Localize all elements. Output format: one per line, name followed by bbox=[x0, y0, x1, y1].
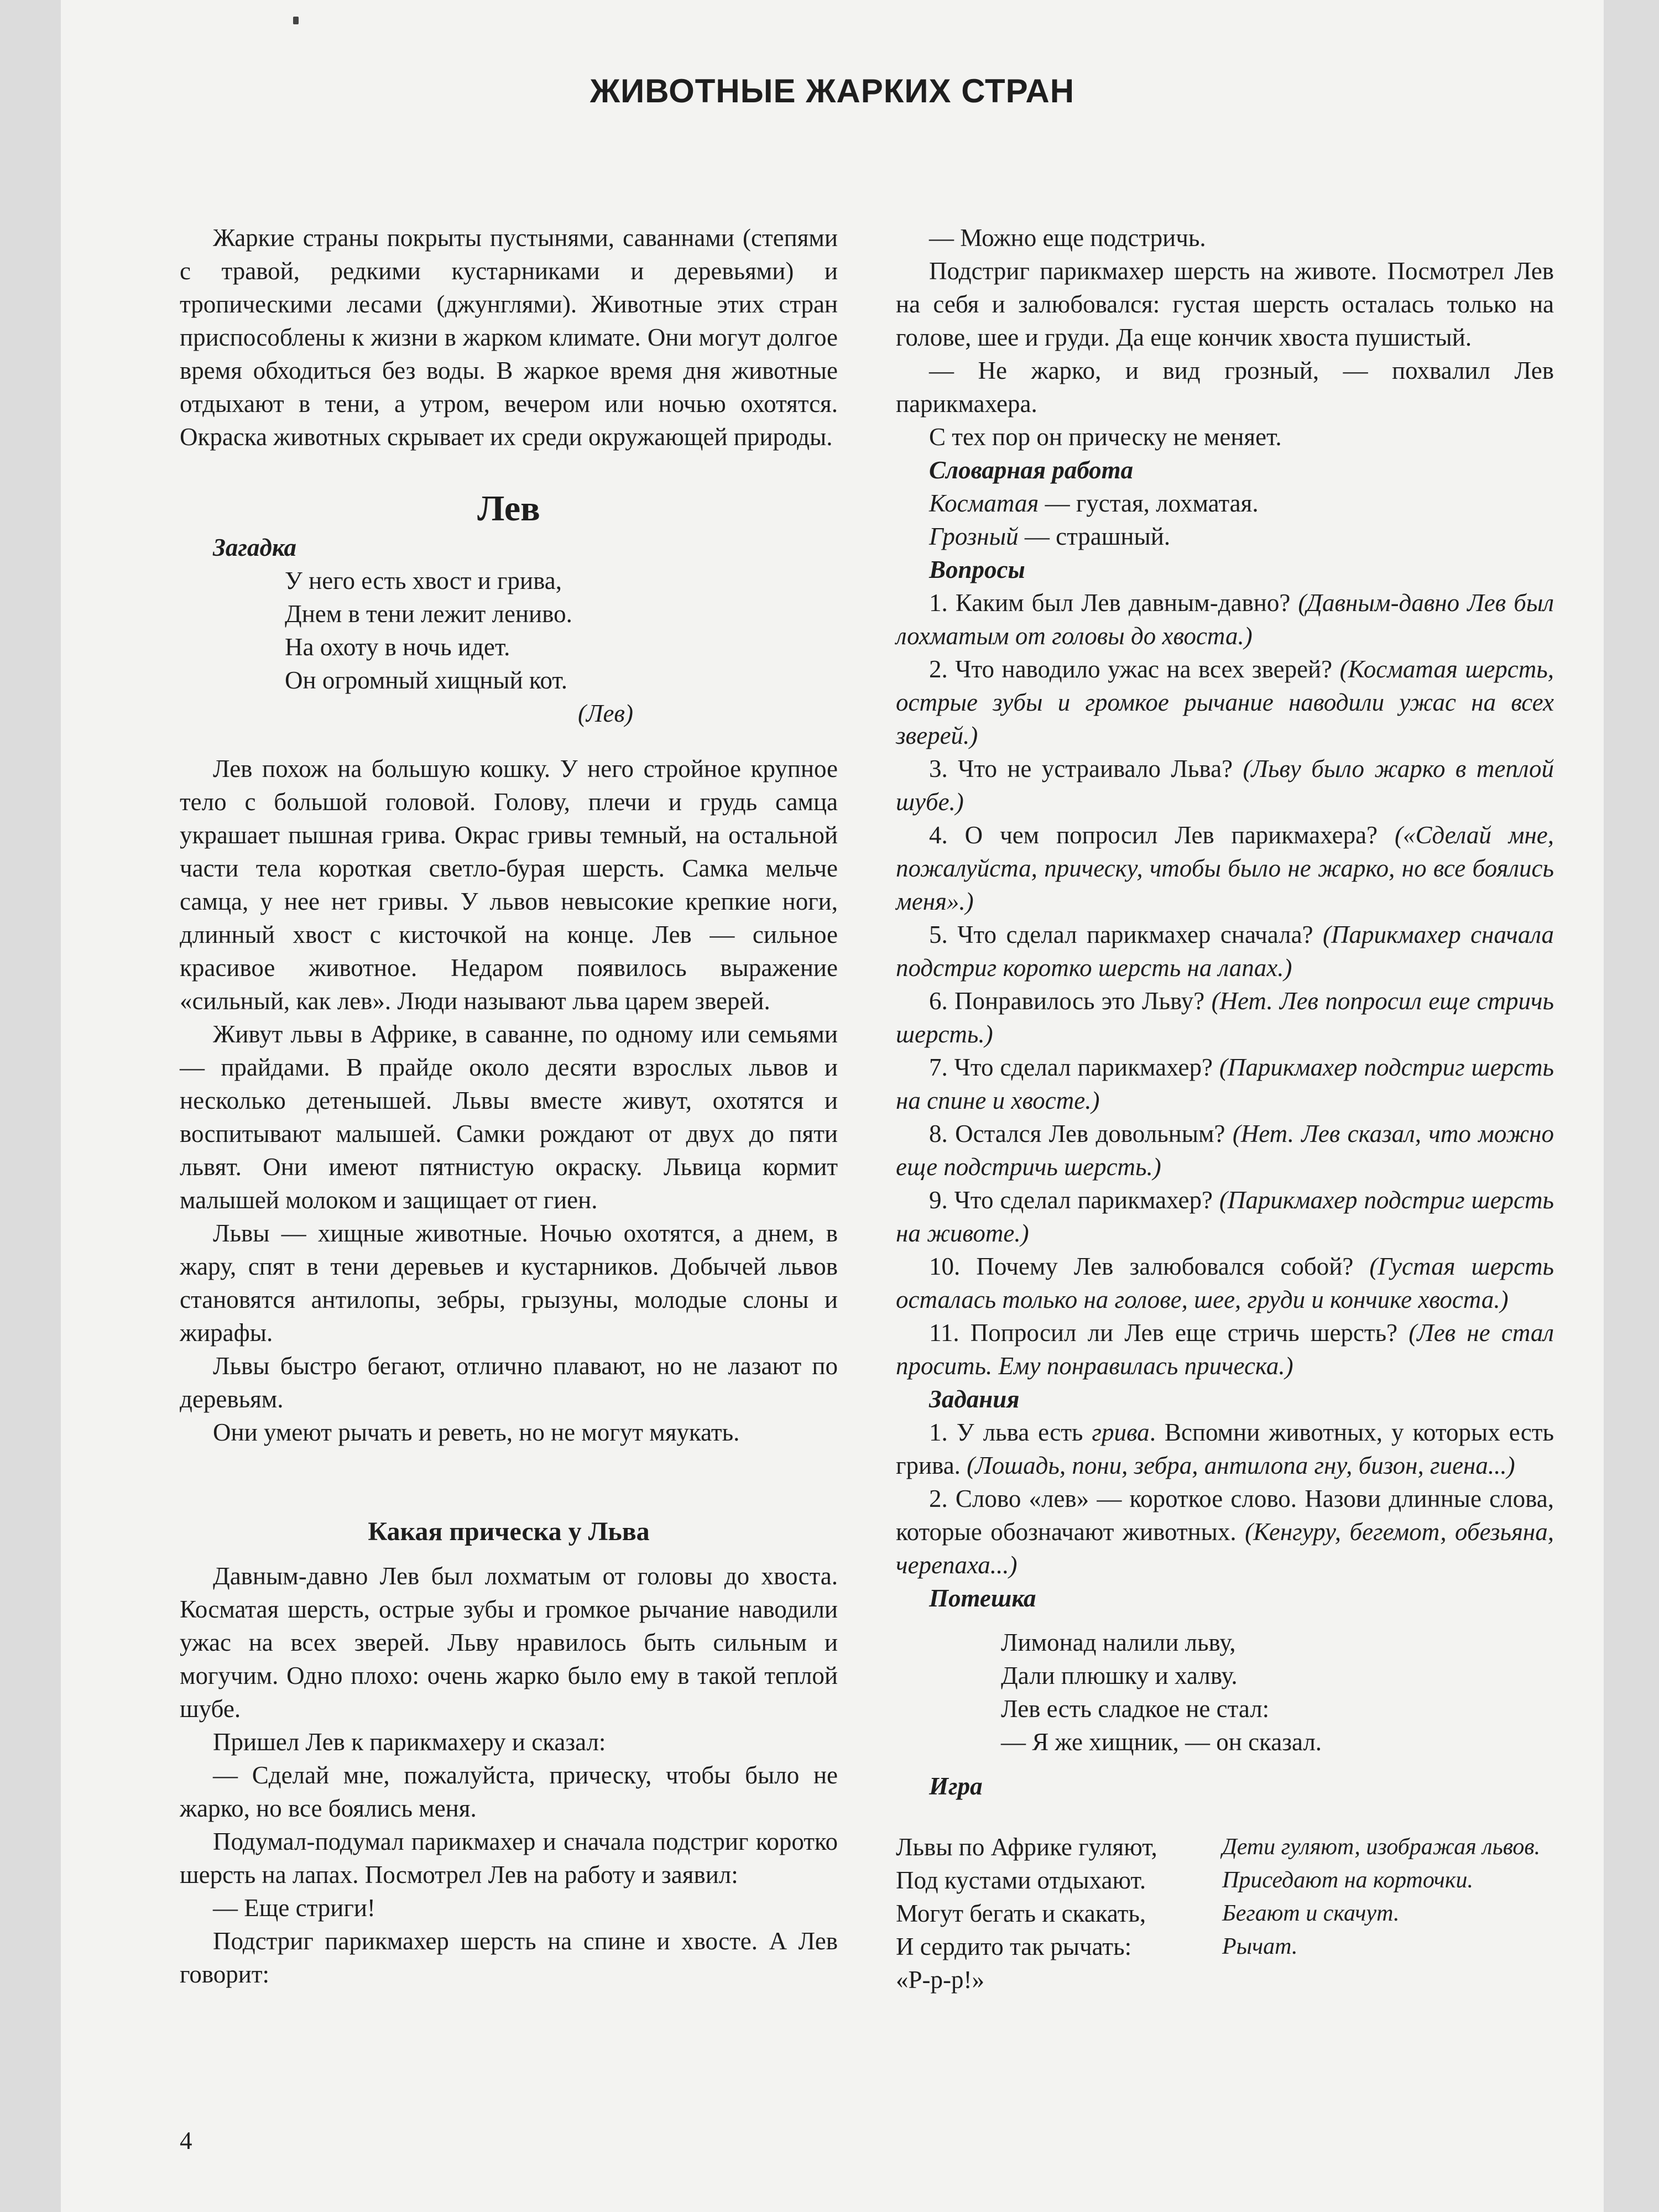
poteshka-verse bbox=[896, 1626, 1554, 1759]
right-column bbox=[896, 221, 1554, 1996]
riddle-line: Он огромный хищный кот. bbox=[285, 666, 567, 694]
vocab-definition: — густая, лохматая. bbox=[1039, 489, 1259, 517]
story-paragraph: Подумал-подумал парикмахер и сначала подстриг коротко шерсть на лапах. Посмотрел Лев на работу и заявил: bbox=[180, 1828, 838, 1888]
section-heading-lion: Лев bbox=[477, 488, 540, 529]
question-text: 10. Почему Лев залюбовался собой? bbox=[929, 1253, 1370, 1280]
story-paragraph: Давным-давно Лев был лохматым от головы до хвоста. Косматая шерсть, острые зубы и громкое рычание наводили ужас на всех зверей. Льву нравилось быть сильным и могучим. Одно плохо: очень жарко было ему в такой теплой шубе. bbox=[180, 1562, 838, 1723]
task-keyword: грива bbox=[1092, 1418, 1150, 1446]
riddle-answer: (Лев) bbox=[578, 700, 633, 727]
question-item bbox=[896, 1183, 1554, 1250]
question-text: 1. Каким был Лев давным-давно? bbox=[929, 589, 1298, 617]
question-text: 6. Понравилось это Льву? bbox=[929, 987, 1212, 1015]
vocab-item bbox=[896, 487, 1554, 520]
story-paragraph: С тех пор он прическу не меняет. bbox=[929, 423, 1282, 451]
lion-paragraph: Они умеют рычать и реветь, но не могут мяукать. bbox=[213, 1418, 740, 1446]
story-paragraph: Подстриг парикмахер шерсть на животе. Посмотрел Лев на себя и залюбовался: густая шерсть осталась только на голове, шее и груди. Да еще кончик хвоста пушистый. bbox=[896, 257, 1554, 351]
question-answer: (Лев не стал просить. Ему понравилась прическа.) bbox=[896, 1319, 1554, 1380]
game-row bbox=[896, 1864, 1554, 1897]
story-paragraph: — Не жарко, и вид грозный, — похвалил Лев парикмахера. bbox=[896, 357, 1554, 418]
lion-paragraph: Львы быстро бегают, отлично плавают, но не лазают по деревьям. bbox=[180, 1352, 838, 1413]
riddle-line: Днем в тени лежит лениво. bbox=[285, 600, 572, 628]
task-text: 2. Слово «лев» — короткое слово. Назови длинные слова, которые обозначают животных. bbox=[896, 1485, 1554, 1546]
question-item bbox=[896, 1051, 1554, 1117]
question-item bbox=[896, 1117, 1554, 1183]
game-line: И сердито так рычать: bbox=[896, 1933, 1132, 1960]
story-paragraph: — Можно еще подстричь. bbox=[929, 224, 1206, 252]
question-answer: («Сделай мне, пожалуйста, прическу, чтобы было не жарко, но все боялись меня».) bbox=[896, 821, 1554, 915]
vocab-definition: — страшный. bbox=[1018, 523, 1171, 550]
question-answer: (Нет. Лев сказал, что можно еще подстричь шерсть.) bbox=[896, 1120, 1554, 1181]
question-text: 9. Что сделал парикмахер? bbox=[929, 1186, 1219, 1214]
game-table bbox=[896, 1830, 1554, 1996]
poteshka-label: Потешка bbox=[929, 1584, 1036, 1612]
riddle-line: На охоту в ночь идет. bbox=[285, 633, 510, 661]
story-paragraph: — Сделай мне, пожалуйста, прическу, чтобы было не жарко, но все боялись меня. bbox=[180, 1761, 838, 1822]
print-mark bbox=[293, 17, 299, 24]
story-paragraph: Пришел Лев к парикмахеру и сказал: bbox=[213, 1728, 606, 1756]
question-text: 2. Что наводило ужас на всех зверей? bbox=[929, 655, 1340, 683]
game-action: Приседают на корточки. bbox=[1222, 1867, 1473, 1893]
task-item bbox=[896, 1482, 1554, 1582]
section-heading-story: Какая прическа у Льва bbox=[368, 1517, 650, 1546]
vocab-item bbox=[896, 520, 1554, 553]
question-text: 7. Что сделал парикмахер? bbox=[929, 1053, 1219, 1081]
game-row bbox=[896, 1897, 1554, 1930]
story-paragraph: — Еще стриги! bbox=[213, 1894, 375, 1922]
question-answer: (Парикмахер сначала подстриг коротко шерсть на лапах.) bbox=[896, 921, 1554, 982]
question-answer: (Косматая шерсть, острые зубы и громкое рычание наводили ужас на всех зверей.) bbox=[896, 655, 1554, 749]
poteshka-line: Дали плюшку и халву. bbox=[1001, 1662, 1238, 1689]
question-item bbox=[896, 653, 1554, 752]
task-item bbox=[896, 1416, 1554, 1482]
riddle-label: Загадка bbox=[213, 534, 297, 561]
questions-list bbox=[896, 586, 1554, 1383]
game-line: Под кустами отдыхают. bbox=[896, 1866, 1146, 1894]
poteshka-line: — Я же хищник, — он сказал. bbox=[1001, 1728, 1322, 1756]
question-answer: (Густая шерсть осталась только на голове, шее, груди и кончике хвоста.) bbox=[896, 1253, 1554, 1313]
question-answer: (Парикмахер подстриг шерсть на спине и хвосте.) bbox=[896, 1053, 1554, 1114]
riddle-line: У него есть хвост и грива, bbox=[285, 567, 562, 594]
question-item bbox=[896, 818, 1554, 918]
question-item bbox=[896, 752, 1554, 818]
page-title: ЖИВОТНЫЕ ЖАРКИХ СТРАН bbox=[589, 72, 1075, 109]
game-action: Бегают и скачут. bbox=[1222, 1901, 1400, 1926]
intro-paragraph: Жаркие страны покрыты пустынями, саваннами (степями с травой, редкими кустарниками и деревьями) и тропическими лесами (джунглями). Животные этих стран приспособлены к жизни в жарком климате. Они могут долгое время обходиться без воды. В жаркое время дня животные отдыхают в тени, а утром, вечером или ночью охотятся. Окраска животных скрывает их среди окружающей природы. bbox=[180, 224, 838, 451]
question-text: 8. Остался Лев довольным? bbox=[929, 1120, 1233, 1147]
game-action: Дети гуляют, изображая львов. bbox=[1222, 1834, 1541, 1860]
game-row bbox=[896, 1930, 1554, 1963]
game-line: «Р-р-р!» bbox=[896, 1966, 984, 1994]
question-item bbox=[896, 1316, 1554, 1383]
question-text: 11. Попросил ли Лев еще стричь шерсть? bbox=[929, 1319, 1409, 1347]
vocab-term: Грозный bbox=[929, 523, 1019, 550]
question-text: 4. О чем попросил Лев парикмахера? bbox=[929, 821, 1395, 849]
story-paragraph: Подстриг парикмахер шерсть на спине и хвосте. А Лев говорит: bbox=[180, 1927, 838, 1988]
poteshka-line: Лев есть сладкое не стал: bbox=[1001, 1695, 1270, 1723]
question-answer: (Давным-давно Лев был лохматым от головы до хвоста.) bbox=[896, 589, 1554, 650]
task-text: 1. У льва есть bbox=[929, 1418, 1092, 1446]
questions-label: Вопросы bbox=[929, 556, 1025, 583]
book-page bbox=[61, 0, 1604, 2212]
question-item bbox=[896, 586, 1554, 653]
task-answer: (Лошадь, пони, зебра, антилопа гну, бизон, гиена...) bbox=[967, 1452, 1515, 1479]
question-answer: (Парикмахер подстриг шерсть на животе.) bbox=[896, 1186, 1554, 1247]
game-line: Могут бегать и скакать, bbox=[896, 1900, 1146, 1927]
lion-paragraph: Живут львы в Африке, в саванне, по одному или семьями — прайдами. В прайде около десяти взрослых львов и несколько детенышей. Львы вместе живут, охотятся и воспитывают малышей. Самки рождают от двух до пяти львят. Они имеют пятнистую окраску. Львица кормит малышей молоком и защищает от гиен. bbox=[180, 1020, 838, 1214]
question-item bbox=[896, 918, 1554, 984]
vocab-label: Словарная работа bbox=[929, 456, 1134, 484]
game-label: Игра bbox=[929, 1772, 983, 1800]
game-line: Львы по Африке гуляют, bbox=[896, 1833, 1157, 1861]
question-text: 5. Что сделал парикмахер сначала? bbox=[929, 921, 1323, 948]
game-row bbox=[896, 1963, 1554, 1996]
tasks-label: Задания bbox=[929, 1385, 1020, 1413]
task-text: . Вспомни животных, у которых есть грива. bbox=[896, 1418, 1554, 1479]
page-number: 4 bbox=[180, 2127, 192, 2154]
question-answer: (Нет. Лев попросил еще стричь шерсть.) bbox=[896, 987, 1554, 1048]
lion-paragraph: Львы — хищные животные. Ночью охотятся, а днем, в жару, спят в тени деревьев и кустарников. Добычей львов становятся антилопы, зебры, грызуны, молодые слоны и жирафы. bbox=[180, 1219, 838, 1347]
game-row bbox=[896, 1830, 1554, 1864]
task-answer: (Кенгуру, бегемот, обезьяна, черепаха...) bbox=[896, 1518, 1554, 1579]
question-item bbox=[896, 1250, 1554, 1316]
poteshka-line: Лимонад налили льву, bbox=[1001, 1629, 1236, 1656]
riddle-verse bbox=[180, 564, 838, 697]
question-text: 3. Что не устраивало Льва? bbox=[929, 755, 1243, 782]
left-column bbox=[180, 221, 838, 1991]
game-action: Рычат. bbox=[1222, 1934, 1298, 1959]
question-item bbox=[896, 984, 1554, 1051]
question-answer: (Льву было жарко в теплой шубе.) bbox=[896, 755, 1554, 816]
lion-paragraph: Лев похож на большую кошку. У него стройное крупное тело с большой головой. Голову, плечи и грудь самца украшает пышная грива. Окрас гривы темный, на остальной части тела короткая светло-бурая шерсть. Самка мельче самца, у нее нет гривы. У львов невысокие крепкие ноги, длинный хвост с кисточкой на конце. Лев — сильное красивое животное. Недаром появилось выражение «сильный, как лев». Люди называют льва царем зверей. bbox=[180, 755, 838, 1015]
vocab-term: Косматая bbox=[929, 489, 1039, 517]
